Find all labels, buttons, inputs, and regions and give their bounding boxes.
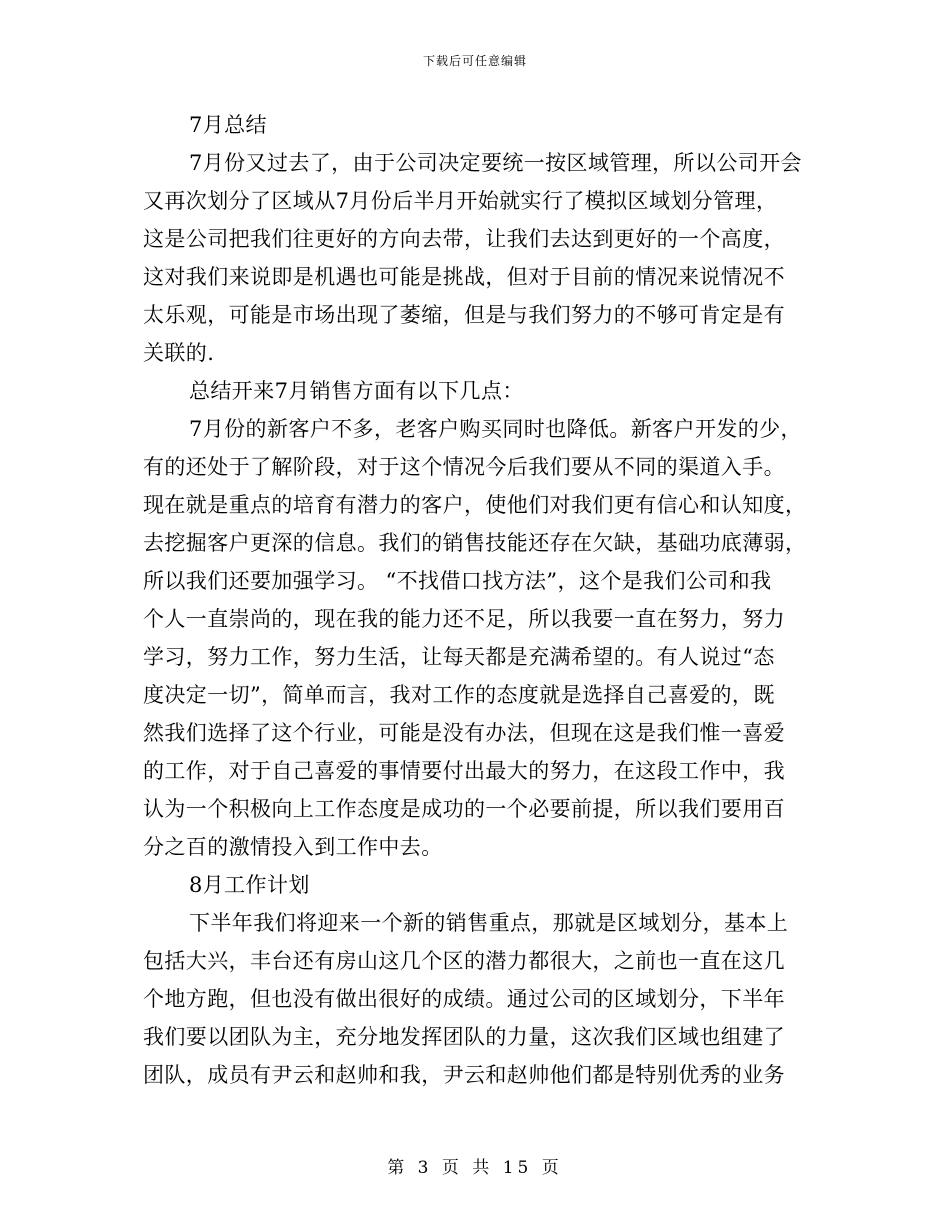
text-line: 又再次划分了区域从7月份后半月开始就实行了模拟区域划分管理， bbox=[143, 189, 778, 213]
text-line: 我们要以团队为主，充分地发挥团队的力量，这次我们区域也组建了 bbox=[143, 1025, 785, 1049]
text-line: 分之百的激情投入到工作中去。 bbox=[143, 835, 443, 859]
text-line: 现在就是重点的培育有潜力的客户，使他们对我们更有信心和认知度， bbox=[143, 493, 807, 517]
text-line: 个人一直崇尚的，现在我的能力还不足，所以我要一直在努力，努力 bbox=[143, 607, 785, 631]
text-line: 的工作，对于自己喜爱的事情要付出最大的努力，在这段工作中，我 bbox=[143, 759, 785, 783]
text-line: 这对我们来说即是机遇也可能是挑战，但对于目前的情况来说情况不 bbox=[143, 265, 785, 289]
text-line: 7月总结 bbox=[189, 113, 267, 137]
page-header: 下载后可任意编辑 bbox=[422, 54, 527, 68]
document-body bbox=[143, 106, 823, 1094]
text-line: 太乐观，可能是市场出现了萎缩，但是与我们努力的不够可肯定是有 bbox=[143, 303, 785, 327]
text-line: 学习，努力工作，努力生活，让每天都是充满希望的。有人说过“态 bbox=[143, 645, 775, 669]
text-line: 总结开来7月销售方面有以下几点： bbox=[189, 379, 524, 403]
text-line: 下半年我们将迎来一个新的销售重点，那就是区域划分，基本上 bbox=[189, 911, 789, 935]
text-line: 这是公司把我们往更好的方向去带，让我们去达到更好的一个高度， bbox=[143, 227, 785, 251]
text-line: 8月工作计划 bbox=[189, 873, 310, 897]
text-line: 关联的. bbox=[143, 341, 215, 365]
page-footer: 第 3 页 共 15 页 bbox=[387, 1158, 563, 1178]
text-line: 个地方跑，但也没有做出很好的成绩。通过公司的区域划分，下半年 bbox=[143, 987, 785, 1011]
text-line: 度决定一切”，简单而言，我对工作的态度就是选择自己喜爱的，既 bbox=[143, 683, 775, 707]
text-line: 认为一个积极向上工作态度是成功的一个必要前提，所以我们要用百 bbox=[143, 797, 785, 821]
text-line: 所以我们还要加强学习。 “不找借口找方法”，这个是我们公司和我 bbox=[143, 569, 772, 593]
text-line: 去挖掘客户更深的信息。我们的销售技能还存在欠缺，基础功底薄弱， bbox=[143, 531, 807, 555]
text-line: 7月份又过去了，由于公司决定要统一按区域管理，所以公司开会 bbox=[189, 151, 802, 175]
text-line: 团队，成员有尹云和赵帅和我，尹云和赵帅他们都是特别优秀的业务 bbox=[143, 1063, 785, 1087]
text-line: 有的还处于了解阶段，对于这个情况今后我们要从不同的渠道入手。 bbox=[143, 455, 785, 479]
text-line: 7月份的新客户不多，老客户购买同时也降低。新客户开发的少， bbox=[189, 417, 802, 441]
text-line: 然我们选择了这个行业，可能是没有办法，但现在这是我们惟一喜爱 bbox=[143, 721, 785, 745]
text-line: 包括大兴，丰台还有房山这几个区的潜力都很大，之前也一直在这几 bbox=[143, 949, 785, 973]
